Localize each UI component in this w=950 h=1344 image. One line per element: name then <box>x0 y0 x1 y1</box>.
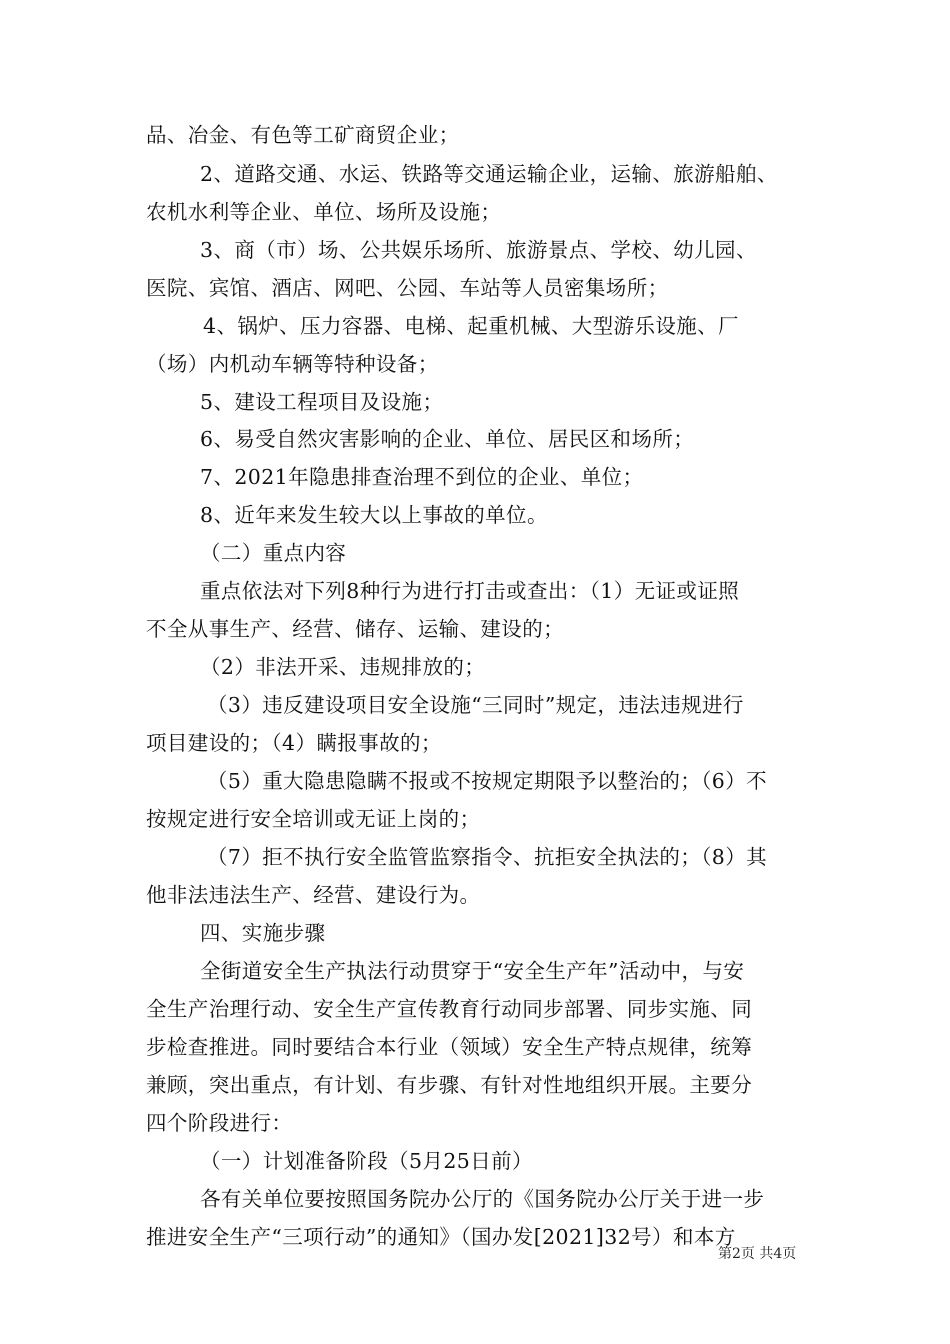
text-line: 农机水利等企业、单位、场所及设施； <box>146 200 502 224</box>
section-heading: 四、实施步骤 <box>200 921 326 945</box>
text-line: 兼顾，突出重点，有计划、有步骤、有针对性地组织开展。主要分 <box>146 1073 753 1097</box>
section-heading: （二）重点内容 <box>200 541 347 565</box>
text-line: 项目建设的；（4）瞒报事故的； <box>146 731 442 755</box>
text-line: 全生产治理行动、安全生产宣传教育行动同步部署、同步实施、同 <box>146 997 753 1021</box>
text-line: 步检查推进。同时要结合本行业（领域）安全生产特点规律，统筹 <box>146 1035 753 1059</box>
page-number-footer: 第2页 共4页 <box>718 1246 797 1262</box>
text-line: 8、近年来发生较大以上事故的单位。 <box>200 503 548 527</box>
text-line: （2）非法开采、违规排放的； <box>200 655 486 679</box>
text-line: （3）违反建设项目安全设施“三同时”规定，违法违规进行 <box>207 693 744 717</box>
text-line: 2、道路交通、水运、铁路等交通运输企业，运输、旅游船舶、 <box>200 162 778 186</box>
text-line: 按规定进行安全培训或无证上岗的； <box>146 807 481 831</box>
text-line: 3、商（市）场、公共娱乐场所、旅游景点、学校、幼儿园、 <box>200 238 757 262</box>
section-heading: （一）计划准备阶段（5月25日前） <box>200 1149 533 1173</box>
text-line: （5）重大隐患隐瞒不报或不按规定期限予以整治的；（6）不 <box>207 769 768 793</box>
text-line: 各有关单位要按照国务院办公厅的《国务院办公厅关于进一步 <box>200 1187 765 1211</box>
text-line: （7）拒不执行安全监管监察指令、抗拒安全执法的；（8）其 <box>207 845 768 869</box>
text-line: 全街道安全生产执法行动贯穿于“安全生产年”活动中，与安 <box>200 959 745 983</box>
text-line: 不全从事生产、经营、储存、运输、建设的； <box>146 617 564 641</box>
text-line: 四个阶段进行： <box>146 1111 293 1135</box>
text-line: 品、冶金、有色等工矿商贸企业； <box>146 123 460 147</box>
text-line: 医院、宾馆、酒店、网吧、公园、车站等人员密集场所； <box>146 276 669 300</box>
text-line: 5、建设工程项目及设施； <box>200 390 444 414</box>
text-line: 他非法违法生产、经营、建设行为。 <box>146 883 481 907</box>
text-line: （场）内机动车辆等特种设备； <box>146 352 439 376</box>
text-line: 6、易受自然灾害影响的企业、单位、居民区和场所； <box>200 427 695 451</box>
text-line: 7、2021年隐患排查治理不到位的企业、单位； <box>200 465 644 489</box>
text-line: 推进安全生产“三项行动”的通知》（国办发[2021]32号）和本方 <box>146 1225 736 1249</box>
text-line: 4、锅炉、压力容器、电梯、起重机械、大型游乐设施、厂 <box>203 314 739 338</box>
text-line: 重点依法对下列8种行为进行打击或查出：（1）无证或证照 <box>200 579 740 603</box>
